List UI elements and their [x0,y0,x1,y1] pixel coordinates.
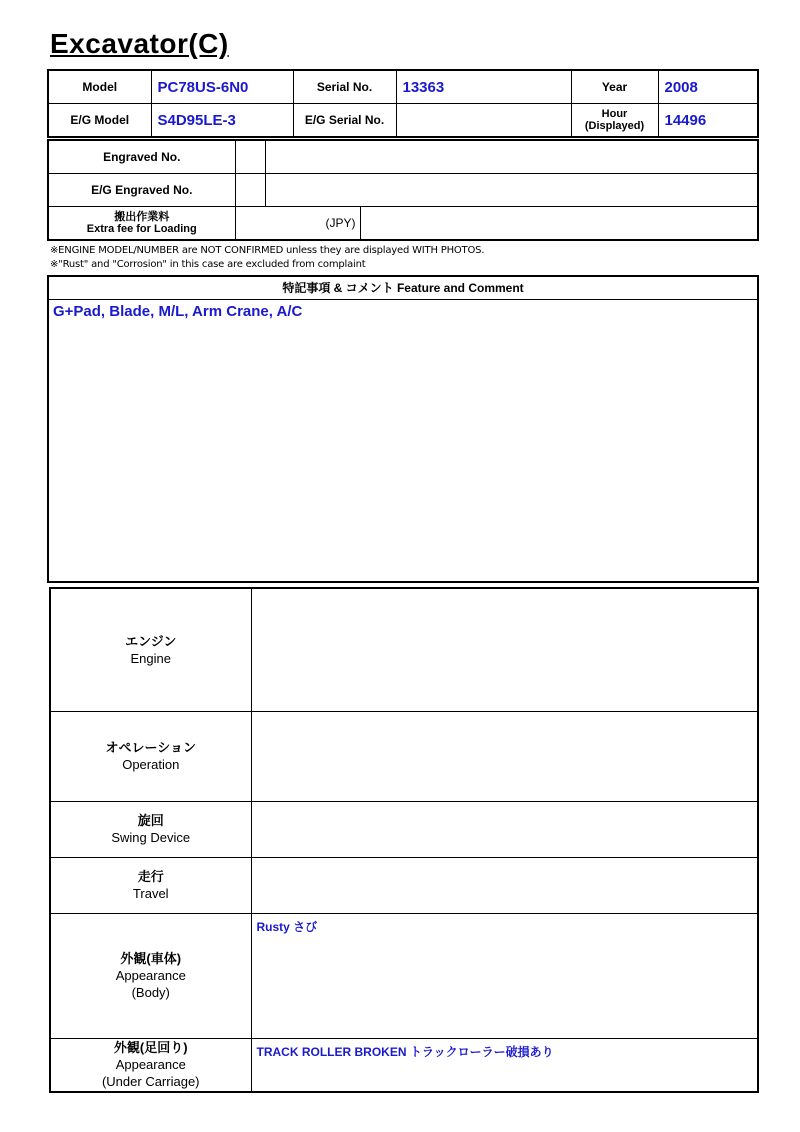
condition-value-engine [251,588,758,711]
engraved-table [47,139,759,241]
machine-info-table [47,69,759,138]
model-label: Model [48,70,151,104]
condition-en: Operation [122,757,180,772]
condition-jp: 旋回 [137,813,164,828]
condition-value-operation [251,711,758,801]
condition-label-appearance-undercarriage [50,1038,251,1092]
condition-label-operation [50,711,251,801]
condition-label-travel [50,857,251,913]
model-value: PC78US-6N0 [151,70,293,104]
condition-jp: 外観(足回り) [113,1040,188,1056]
page-title: Excavator(C) [50,28,229,59]
condition-en: Appearance [115,968,186,983]
fee-label-jp: 搬出作業料 [114,211,170,223]
feature-text: G+Pad, Blade, M/L, Arm Crane, A/C [53,303,303,320]
hour-label-line1: Hour [601,108,628,120]
feature-comment-box [47,275,759,583]
condition-en: Appearance [115,1057,186,1073]
condition-en2: (Under Carriage) [101,1074,200,1090]
hour-label-line2: (Displayed) [584,120,645,132]
serial-value: 13363 [396,70,571,104]
eg-engraved-value [265,174,758,207]
eg-model-value: S4D95LE-3 [151,104,293,138]
year-value: 2008 [658,70,758,104]
condition-label-appearance-body [50,913,251,1038]
eg-serial-value [396,104,571,138]
feature-header: 特記事項 & コメント Feature and Comment [49,277,757,300]
eg-engraved-check [235,174,265,207]
fee-value [360,207,758,241]
eg-model-label: E/G Model [48,104,151,138]
fee-label [48,207,235,241]
condition-value-swing [251,801,758,857]
engraved-value [265,140,758,174]
fee-label-en: Extra fee for Loading [86,223,197,235]
hour-label [571,104,658,138]
condition-en: Travel [132,886,169,901]
eg-engraved-label: E/G Engraved No. [48,174,235,207]
condition-value-travel [251,857,758,913]
condition-en: Swing Device [111,830,191,845]
condition-table [49,587,759,1093]
condition-jp: 外観(車体) [120,951,182,966]
condition-jp: オペレーション [105,740,196,755]
year-label: Year [571,70,658,104]
engraved-label: Engraved No. [48,140,235,174]
condition-en: Engine [130,650,171,666]
condition-value-appearance-body: Rusty さび [251,913,758,1038]
condition-en2: (Body) [131,985,170,1000]
note-engine-confirmation: ※ENGINE MODEL/NUMBER are NOT CONFIRMED unless they are displayed WITH PHOTOS. [50,245,485,256]
condition-jp: エンジン [125,633,177,649]
note-rust-exclusion: ※"Rust" and "Corrosion" in this case are excluded from complaint [50,259,366,270]
condition-label-swing [50,801,251,857]
condition-value-appearance-undercarriage: TRACK ROLLER BROKEN トラックローラー破損あり [251,1038,758,1092]
eg-serial-label: E/G Serial No. [293,104,396,138]
hour-value: 14496 [658,104,758,138]
engraved-check [235,140,265,174]
condition-jp: 走行 [137,869,164,884]
condition-label-engine [50,588,251,711]
serial-label: Serial No. [293,70,396,104]
fee-unit: (JPY) [235,207,360,241]
